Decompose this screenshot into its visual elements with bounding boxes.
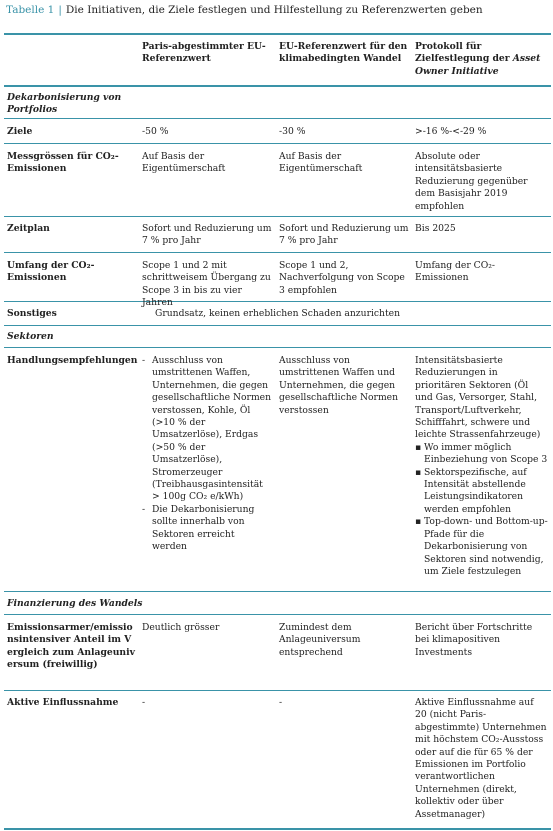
ziele-protocol: >-16 %-<-29 % xyxy=(415,126,487,137)
section-title-finanzierung: Finanzierung des Wandels xyxy=(7,598,143,609)
row-label-handlung: Handlungsempfehlungen xyxy=(7,355,138,366)
mess-paris: Auf Basis der Eigentümerschaft xyxy=(142,151,226,175)
header-col-protocol-italic: Asset Owner Initiative xyxy=(415,53,541,77)
row-label-messgroessen: Messgrössen für CO₂-Emissionen xyxy=(7,151,119,175)
section-title-decarbonisation: Dekarbonisierung von Portfolios xyxy=(7,92,122,116)
list-item: ▪ Wo immer möglich Einbeziehung von Scope 3 xyxy=(415,442,548,467)
sonstiges-merged: Grundsatz, keinen erheblichen Schaden anzurichten xyxy=(155,308,401,319)
handlung-protocol xyxy=(415,355,548,578)
row-label-sonstiges: Sonstiges xyxy=(7,308,57,319)
row-label-umfang: Umfang der CO₂-Emissionen xyxy=(7,260,95,284)
handlung-protocol-list xyxy=(415,442,548,578)
header-col-protocol-text: Protokoll für Zielfestlegung der xyxy=(415,41,513,65)
mess-protocol: Absolute oder intensitätsbasierte Reduzierung gegenüber dem Basisjahr 2019 empfohlen xyxy=(415,151,528,212)
rule-section-finanzierung xyxy=(4,614,551,615)
emission-protocol: Bericht über Fortschritte bei klimapositiven Investments xyxy=(415,622,533,658)
mess-eu: Auf Basis der Eigentümerschaft xyxy=(279,151,363,175)
table-label: Tabelle 1 xyxy=(6,4,55,16)
header-col-paris: Paris-abgestimmter EU-Referenzwert xyxy=(142,41,266,65)
aktiv-paris: - xyxy=(142,697,146,708)
ziele-paris: -50 % xyxy=(142,126,169,137)
zeitplan-protocol: Bis 2025 xyxy=(415,223,456,234)
rule-header xyxy=(4,85,551,87)
ziele-eu: -30 % xyxy=(279,126,306,137)
caption-separator: | xyxy=(58,4,62,16)
zeitplan-eu: Sofort und Reduzierung um 7 % pro Jahr xyxy=(279,223,409,247)
rule-bottom xyxy=(4,828,551,830)
emission-eu: Zumindest dem Anlageuniversum entsprechend xyxy=(279,622,361,658)
handlung-eu: Ausschluss von umstrittenen Waffen und Unternehmen, die gegen gesellschaftliche Normen verstossen xyxy=(279,355,399,416)
list-item: ▪ Top-down- und Bottom-up-Pfade für die Dekarbonisierung von Sektoren sind notwendig, um Ziele festzulegen xyxy=(415,516,548,578)
handlung-paris xyxy=(142,355,272,554)
list-item: - Ausschluss von umstrittenen Waffen, Unternehmen, die gegen gesellschaftliche Normen verstossen, Kohle, Öl (>10 % der Umsatzerlöse), Erdgas (>50 % der Umsatzerlöse), Stromerzeuger (Treibhausgasintensität > 100g CO₂ e/kWh) xyxy=(142,355,272,504)
zeitplan-paris: Sofort und Reduzierung um 7 % pro Jahr xyxy=(142,223,272,247)
umfang-paris: Scope 1 und 2 mit schrittweisem Übergang zu Scope 3 in bis zu vier Jahren xyxy=(142,260,271,309)
handlung-paris-list xyxy=(142,355,272,554)
rule-emission xyxy=(4,690,551,691)
aktiv-eu: - xyxy=(279,697,283,708)
aktiv-protocol: Aktive Einflussnahme auf 20 (nicht Paris-abgestimmte) Unternehmen mit höchstem CO₂-Ausstoss oder auf die für 65 % der Emissionen im Portfolio verantwortlichen Unternehmen (direkt, kollektiv oder über Assetmanager) xyxy=(415,697,547,820)
table-title: Die Initiativen, die Ziele festlegen und Hilfestellung zu Referenzwerten geben xyxy=(65,4,483,16)
rule-top xyxy=(4,33,551,35)
header-col-protocol xyxy=(415,41,548,78)
list-item: ▪ Sektorspezifische, auf Intensität abstellende Leistungsindikatoren werden empfohlen xyxy=(415,467,548,517)
rule-handlung xyxy=(4,591,551,592)
row-label-ziele: Ziele xyxy=(7,126,33,137)
rule-zeitplan xyxy=(4,252,551,253)
table-caption xyxy=(6,4,483,16)
row-label-zeitplan: Zeitplan xyxy=(7,223,50,234)
rule-umfang xyxy=(4,301,551,302)
rule-section-sektoren xyxy=(4,347,551,348)
umfang-eu: Scope 1 und 2, Nachverfolgung von Scope 3 empfohlen xyxy=(279,260,405,296)
emission-paris: Deutlich grösser xyxy=(142,622,220,633)
rule-ziele xyxy=(4,143,551,144)
umfang-protocol: Umfang der CO₂-Emissionen xyxy=(415,260,496,284)
rule-sonstiges xyxy=(4,325,551,326)
row-label-aktiv: Aktive Einflussnahme xyxy=(7,697,119,708)
row-label-emission: Emissionsarmer/emissionsintensiver Anteil im Vergleich zum Anlageuniversum (freiwillig) xyxy=(7,622,135,671)
list-item: - Die Dekarbonisierung sollte innerhalb von Sektoren erreicht werden xyxy=(142,504,272,554)
section-title-sektoren: Sektoren xyxy=(7,331,54,342)
header-col-eu-transition: EU-Referenzwert für den klimabedingten Wandel xyxy=(279,41,408,65)
rule-section-decarb xyxy=(4,118,551,119)
rule-mess xyxy=(4,216,551,217)
handlung-protocol-intro: Intensitätsbasierte Reduzierungen in prioritären Sektoren (Öl und Gas, Versorger, Stahl, Transport/Luftverkehr, Schifffahrt, schwere und leichte Strassenfahrzeuge) xyxy=(415,355,541,441)
